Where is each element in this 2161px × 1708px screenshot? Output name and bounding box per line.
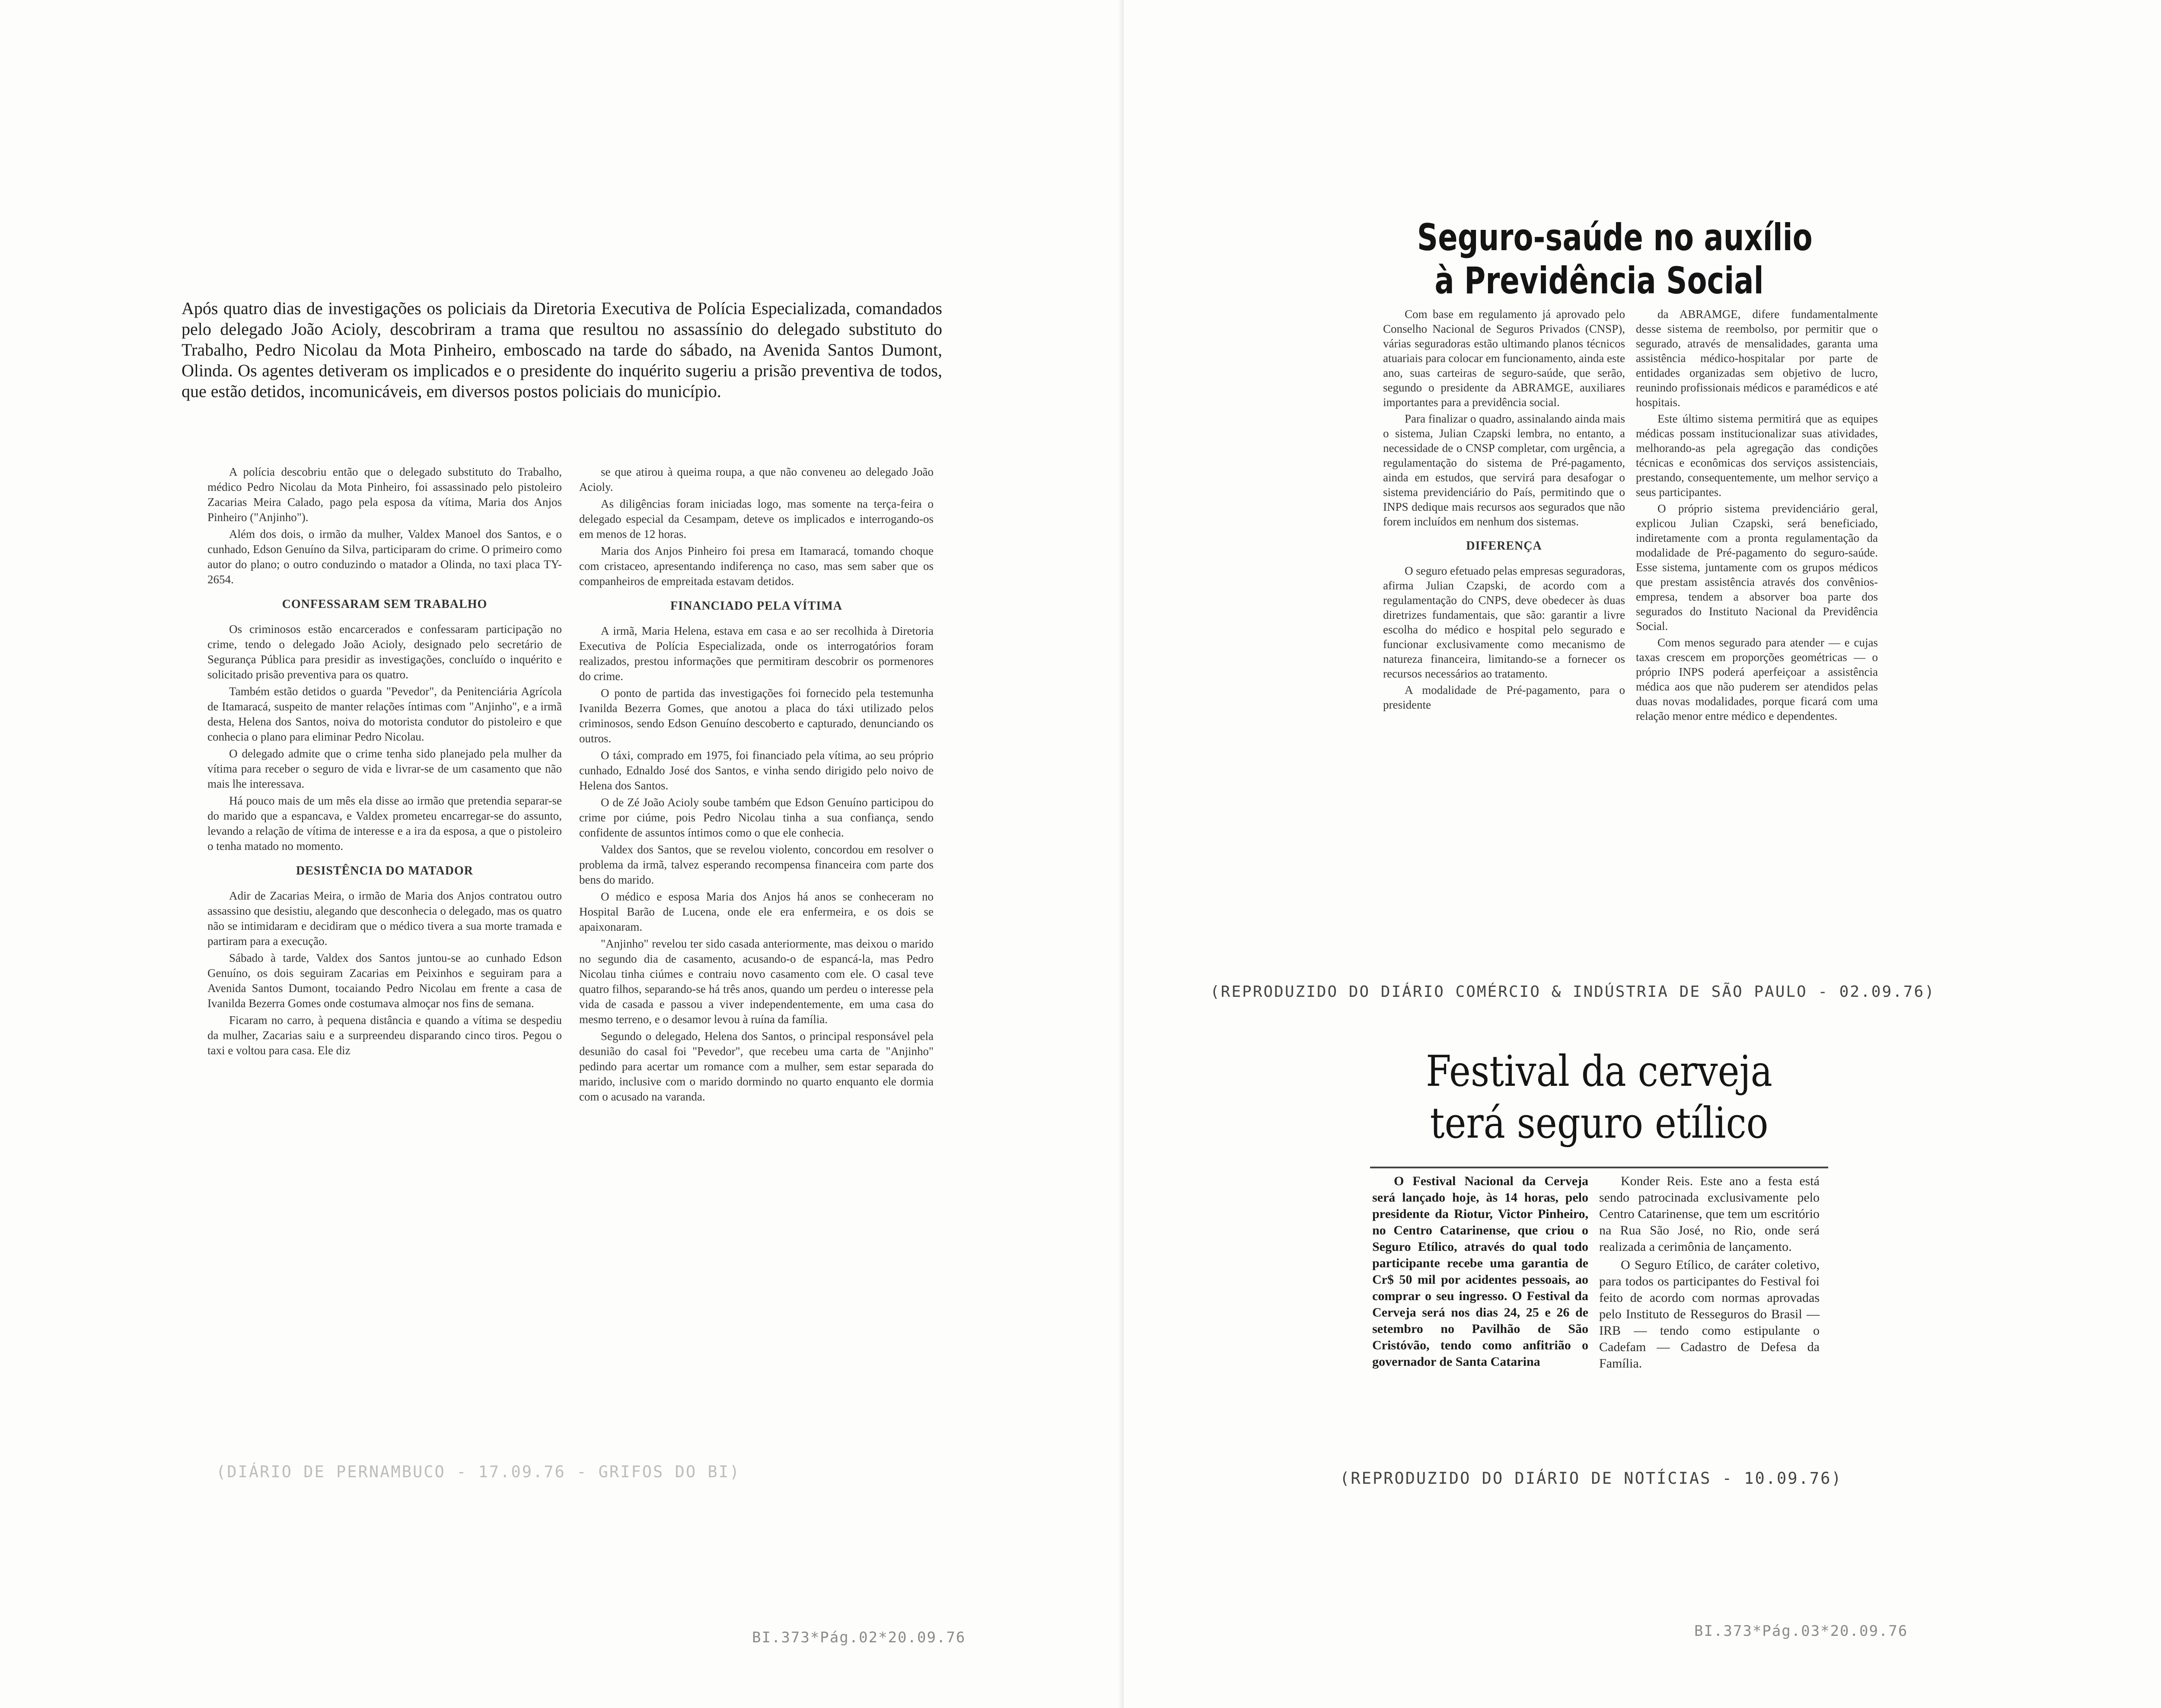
paragraph: O táxi, comprado em 1975, foi financiado pela vítima, ao seu próprio cunhado, Ednaldo José dos Santos, e vinha sendo dirigido pelo noivo de Helena dos Santos.: [579, 749, 934, 792]
paragraph: Os criminosos estão encarcerados e confessaram participação no crime, tendo o delegado João Acioly, designado pelo secretário de Segurança Pública para presidir as investigações, concluído o inquérito e solicitado prisão preventiva para os quatro.: [207, 623, 562, 681]
paragraph: O próprio sistema previdenciário geral, explicou Julian Czapski, será beneficiado, indiretamente com a pronta regulamentação da modalidade de Pré-pagamento do seguro-saúde. Esse sistema, juntamente com os grupos médicos que prestam assistência através dos convênios-empresa, tendem a absorver boa parte dos segurados do Instituto Nacional da Previdência Social.: [1636, 502, 1878, 633]
paragraph: Com menos segurado para atender — e cujas taxas crescem em proporções geométricas — o próprio INPS poderá aperfeiçoar a assistência médica aos que não puderem ser atendidos pelas duas novas modalidades, porque ficará com uma relação menor entre médico e dependentes.: [1636, 636, 1878, 722]
headline-line: Seguro-saúde no auxílio: [1417, 216, 1813, 259]
paragraph: da ABRAMGE, difere fundamentalmente desse sistema de reembolso, por permitir que o segurado, através de mensalidades, garanta uma assistência médico-hospitalar por parte de entidades organizadas sem objetivo de lucro, reunindo profissionais médicos e paramédicos e até hospitais.: [1636, 308, 1878, 409]
headline-line: à Previdência Social: [1434, 259, 1764, 302]
subheading: DESISTÊNCIA DO MATADOR: [296, 864, 473, 878]
paragraph: O Festival Nacional da Cerveja será lançado hoje, às 14 horas, pelo presidente da Riotur, Victor Pinheiro, no Centro Catarinense, que criou o Seguro Etílico, através do qual todo participante recebe uma garantia de Cr$ 50 mil por acidentes pessoais, ao comprar o seu ingresso. O Festival da Cerveja será nos dias 24, 25 e 26 de setembro no Pavilhão de São Cristóvão, tendo como anfitrião o governador de Santa Catarina: [1372, 1174, 1588, 1369]
paragraph: Este último sistema permitirá que as equipes médicas possam institucionalizar suas atividades, melhorando-as pela agregação das condições técnicas e econômicas dos serviços assistenciais, prestando, consequentemente, um melhor serviço a seus participantes.: [1636, 412, 1878, 499]
paragraph: Konder Reis. Este ano a festa está sendo patrocinada exclusivamente pelo Centro Catarinense, que tem um escritório na Rua São José, no Rio, onde será realizada a cerimônia de lançamento.: [1599, 1174, 1820, 1254]
paragraph: "Anjinho" revelou ter sido casada anteriormente, mas deixou o marido no segundo dia de casamento, acusando-o de espancá-la, mas Pedro Nicolau tinha ciúmes e contraiu novo casamento com ele. O casal teve quatro filhos, separando-se há três anos, quando um perdeu o interesse pela vida de casada e passou a viver independentemente, em uma casa do mesmo terreno, e o desamor levou à ruína da família.: [579, 937, 934, 1026]
paragraph: se que atirou à queima roupa, a que não conveneu ao delegado João Acioly.: [579, 465, 934, 493]
headline-line: terá seguro etílico: [1430, 1099, 1769, 1148]
headline-line: Festival da cerveja: [1426, 1047, 1772, 1096]
left-column-1: [207, 464, 562, 1060]
paragraph: Sábado à tarde, Valdex dos Santos juntou-se ao cunhado Edson Genuíno, os dois seguiram Zacarias em Peixinhos e seguiram para a Avenida Santos Dumont, tocaiando Pedro Nicolau em frente a casa de Ivanilda Bezerra Gomes onde costumava almoçar nos fins de semana.: [207, 951, 562, 1010]
paragraph: Valdex dos Santos, que se revelou violento, concordou em resolver o problema da irmã, talvez esperando recompensa financeira com parte dos bens do marido.: [579, 843, 934, 886]
paragraph: Além dos dois, o irmão da mulher, Valdex Manoel dos Santos, e o cunhado, Edson Genuíno da Silva, participaram do crime. O primeiro como autor do plano; o outro conduzindo o matador a Olinda, no taxi placa TY-2654.: [207, 528, 562, 586]
paragraph: O Seguro Etílico, de caráter coletivo, para todos os participantes do Festival foi feito de acordo com normas aprovadas pelo Instituto de Resseguros do Brasil — IRB — tendo como estipulante o Cadefam — Cadastro de Defesa da Família.: [1599, 1258, 1820, 1371]
article1-column-2: [1636, 307, 1878, 725]
paragraph: As diligências foram iniciadas logo, mas somente na terça-feira o delegado especial da Cesampam, deteve os implicados e interrogando-os em menos de 12 horas.: [579, 497, 934, 541]
source-credit: (REPRODUZIDO DO DIÁRIO DE NOTÍCIAS - 10.09.76): [1340, 1469, 1842, 1488]
page-footer: BI.373*Pág.02*20.09.76: [752, 1629, 966, 1646]
paragraph: Maria dos Anjos Pinheiro foi presa em Itamaracá, tomando choque com cristaceo, apresentando indiferença no caso, mas sem saber que os companheiros de empreitada estavam detidos.: [579, 544, 934, 588]
source-credit: (DIÁRIO DE PERNAMBUCO - 17.09.76 - GRIFOS DO BI): [216, 1463, 741, 1481]
article2-column-2: [1599, 1173, 1820, 1374]
subheading: DIFERENÇA: [1466, 539, 1542, 553]
paragraph: A polícia descobriu então que o delegado substituto do Trabalho, médico Pedro Nicolau da Mota Pinheiro, foi assassinado pelo pistoleiro Zacarias Meira Calado, pago pela esposa da vítima, Maria dos Anjos Pinheiro ("Anjinho").: [207, 465, 562, 524]
paragraph: O médico e esposa Maria dos Anjos há anos se conheceram no Hospital Barão de Lucena, onde ele era enfermeira, e os dois se apaixonaram.: [579, 890, 934, 933]
paragraph: O seguro efetuado pelas empresas seguradoras, afirma Julian Czapski, de acordo com a regulamentação do CNPS, deve obedecer às duas diretrizes fundamentais, que são: garantir a livre escolha do médico e hospital pelo segurado e funcionar exclusivamente como mecanismo de natureza financeira, limitando-se a fornecer os recursos necessários ao tratamento.: [1383, 564, 1625, 680]
paragraph: Ficaram no carro, à pequena distância e quando a vítima se despediu da mulher, Zacarias saiu e a surpreendeu disparando cinco tiros. Pegou o taxi e voltou para casa. Ele diz: [207, 1014, 562, 1057]
paragraph: A irmã, Maria Helena, estava em casa e ao ser recolhida à Diretoria Executiva de Polícia Especializada, onde os interrogatórios foram realizados, prestou informações que permitiram descobrir os pormenores do crime.: [579, 624, 934, 683]
paragraph: Segundo o delegado, Helena dos Santos, o principal responsável pela desunião do casal foi "Pevedor", que recebeu uma carta de "Anjinho" pedindo para acertar um romance com a mulher, sem estar separada do marido, inclusive com o marido dormindo no quarto enquanto ele dormia com o acusado na varanda.: [579, 1030, 934, 1103]
paragraph: O delegado admite que o crime tenha sido planejado pela mulher da vítima para receber o seguro de vida e livrar-se de um casamento que não mais lhe interessava.: [207, 747, 562, 790]
article2-column-1: [1372, 1173, 1588, 1372]
headline: [1417, 216, 1813, 302]
paragraph: Também estão detidos o guarda "Pevedor", da Penitenciária Agrícola de Itamaracá, suspeito de manter relações íntimas com "Anjinho", e a irmã desta, Helena dos Santos, noiva do motorista condutor do pistoleiro e que conhecia o plano para eliminar Pedro Nicolau.: [207, 685, 562, 743]
article1-column-1: [1383, 307, 1625, 714]
article-rule: [1370, 1167, 1828, 1168]
headline: [1365, 1046, 1833, 1149]
paragraph: Há pouco mais de um mês ela disse ao irmão que pretendia separar-se do marido que a espancava, e Valdex prometeu encarregar-se do assunto, levando a relação de vítima de interesse e a ira da esposa, a que o pistoleiro o tenha matado no momento.: [207, 794, 562, 852]
paragraph: Com base em regulamento já aprovado pelo Conselho Nacional de Seguros Privados (CNSP), várias seguradoras estão ultimando planos técnicos atuariais para colocar em funcionamento, ainda este ano, suas carteiras de seguro-saúde, que serão, segundo o presidente da ABRAMGE, auxiliares importantes para a previdência social.: [1383, 308, 1625, 409]
subheading: FINANCIADO PELA VÍTIMA: [670, 599, 842, 613]
paragraph: Para finalizar o quadro, assinalando ainda mais o sistema, Julian Czapski lembra, no entanto, a necessidade de o CNSP completar, com urgência, a regulamentação do sistema de Pré-pagamento, ainda em estudos, que servirá para desafogar o sistema previdenciário do País, permitindo que o INPS dedique mais recursos aos segurados que não forem incluídos em nenhum dos sistemas.: [1383, 412, 1625, 528]
page-footer: BI.373*Pág.03*20.09.76: [1694, 1622, 1908, 1640]
paragraph: O de Zé João Acioly soube também que Edson Genuíno participou do crime por ciúme, pois Pedro Nicolau tinha a sua confiança, sendo confidente de assuntos íntimos como o que ele conhecia.: [579, 796, 934, 839]
source-credit: (REPRODUZIDO DO DIÁRIO COMÉRCIO & INDÚSTRIA DE SÃO PAULO - 02.09.76): [1210, 983, 1935, 1001]
paragraph: Adir de Zacarias Meira, o irmão de Maria dos Anjos contratou outro assassino que desistiu, alegando que desconhecia o delegado, mas os quatro não se intimidaram e decidiram que o médico tivera a sua morte tramada e partiram para a execução.: [207, 889, 562, 948]
paragraph: O ponto de partida das investigações foi fornecido pela testemunha Ivanilda Bezerra Gomes, que anotou a placa do táxi utilizado pelos criminosos, sendo Edson Genuíno descoberto e capturado, denunciando os outros.: [579, 687, 934, 745]
subheading: CONFESSARAM SEM TRABALHO: [282, 598, 488, 611]
left-column-2: [579, 464, 934, 1106]
paragraph: A modalidade de Pré-pagamento, para o presidente: [1383, 684, 1625, 711]
right-page: [1124, 0, 2161, 1708]
lead-paragraph: Após quatro dias de investigações os policiais da Diretoria Executiva de Polícia Especializada, comandados pelo delegado João Acioly, descobriram a trama que resultou no assassínio do delegado substituto do Trabalho, Pedro Nicolau da Mota Pinheiro, emboscado na tarde do sábado, na Avenida Santos Dumont, Olinda. Os agentes detiveram os implicados e o presidente do inquérito sugeriu a prisão preventiva de todos, que estão detidos, incomunicáveis, em diversos postos policiais do município.: [182, 299, 942, 401]
